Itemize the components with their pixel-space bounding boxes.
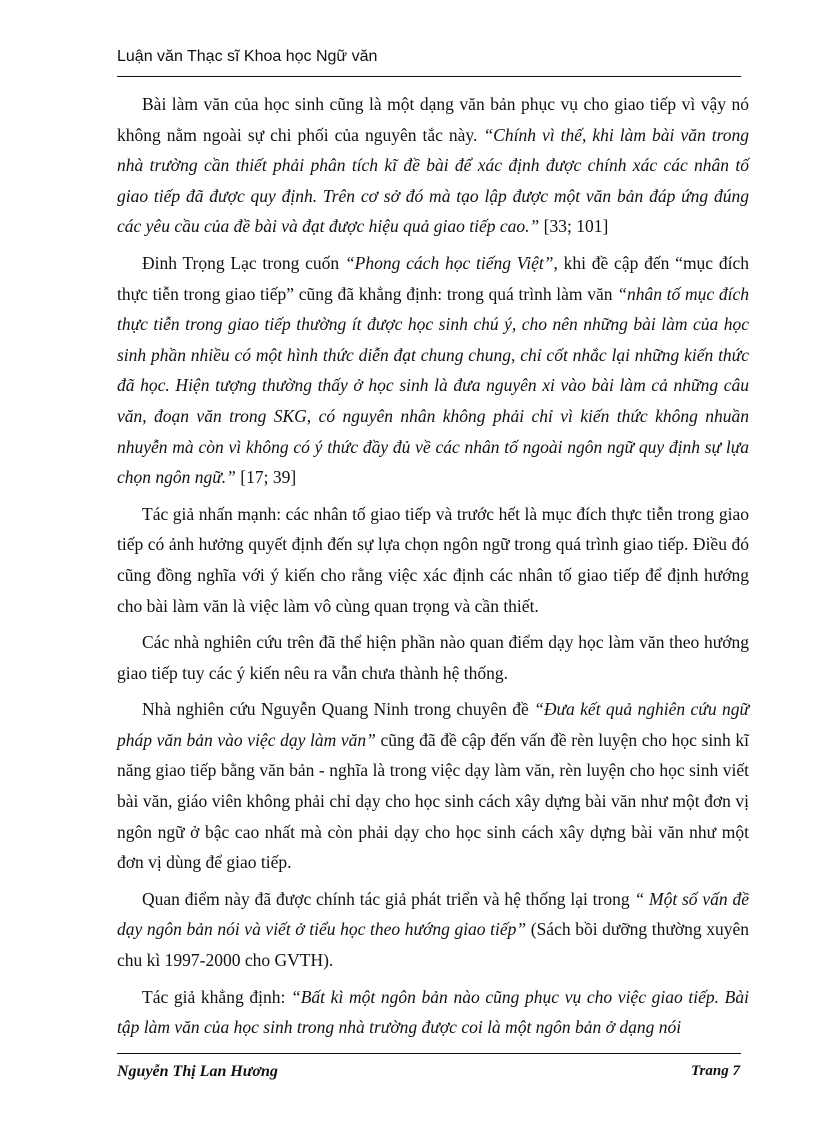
paragraph-4	[117, 627, 749, 688]
paragraph-text: Tác giả nhấn mạnh: các nhân tố giao tiếp và trước hết là mục đích thực tiễn trong giao tiếp có ảnh hưởng quyết định đến sự lựa chọn ngôn ngữ trong quá trình giao tiếp. Điều đó cũng đồng nghĩa với ý kiến cho rằng việc xác định các nhân tố giao tiếp để định hướng cho bài làm văn là việc làm vô cùng quan trọng và cần thiết.	[117, 503, 749, 616]
work-title: “ Một số vấn đề dạy ngôn bản nói và viết ở tiểu học theo hướng giao tiếp”	[117, 888, 749, 940]
citation: [33; 101]	[539, 216, 609, 237]
paragraph-3	[117, 499, 749, 621]
footer-divider	[117, 1053, 741, 1054]
book-title: “Phong cách học tiếng Việt”	[344, 252, 554, 273]
document-body	[117, 89, 749, 1049]
footer-author: Nguyễn Thị Lan Hương	[117, 1063, 278, 1080]
paragraph-text: cũng đã đề cập đến vấn đề rèn luyện cho học sinh kĩ năng giao tiếp bằng văn bản - nghĩa là trong việc dạy làm văn, rèn luyện cho học sinh viết bài văn, giáo viên không phải chỉ dạy cho học sinh cách xây dựng bài văn như một đơn vị ngôn ngữ ở bậc cao nhất mà còn phải dạy cho học sinh cách xây dựng bài văn như một đơn vị dùng để giao tiếp.	[117, 729, 749, 873]
quotation: “nhân tố mục đích thực tiễn trong giao tiếp thường ít được học sinh chú ý, cho nên những bài làm của học sinh phần nhiều có một hình thức diễn đạt chung chung, chỉ cốt nhắc lại những kiến thức đã học. Hiện tượng thường thấy ở học sinh là đưa nguyên xi vào bài làm cả những câu văn, đoạn văn trong SKG, có nguyên nhân không phải chỉ vì kiến thức không nhuần nhuyễn mà còn vì không có ý thức đầy đủ về các nhân tố ngoài ngôn ngữ quy định sự lựa chọn ngôn ngữ.”	[117, 283, 749, 488]
paragraph-5	[117, 694, 749, 878]
paragraph-text: Nhà nghiên cứu Nguyễn Quang Ninh trong chuyên đề	[142, 699, 535, 720]
work-title: “Đưa kết quả nghiên cứu ngữ pháp văn bản vào việc dạy làm văn”	[117, 699, 749, 750]
paragraph-2	[117, 248, 749, 493]
citation: [17; 39]	[235, 467, 297, 488]
paragraph-text: , khi đề cập đến “mục đích thực tiễn trong giao tiếp” cũng đã khẳng định: trong quá trình làm văn	[117, 252, 749, 304]
running-header: Luận văn Thạc sĩ Khoa học Ngữ văn	[117, 48, 378, 65]
paragraph-text: Các nhà nghiên cứu trên đã thể hiện phần nào quan điểm dạy học làm văn theo hướng giao tiếp tuy các ý kiến nêu ra vẫn chưa thành hệ thống.	[117, 632, 749, 683]
paragraph-7	[117, 982, 749, 1043]
quotation: “Chính vì thế, khi làm bài văn trong nhà trường cần thiết phải phân tích kĩ đề bài để xác định được chính xác các nhân tố giao tiếp đã được quy định. Trên cơ sở đó mà tạo lập được một văn bản đáp ứng đúng các yêu cầu của đề bài và đạt được hiệu quả giao tiếp cao.”	[117, 124, 749, 237]
quotation: “Bất kì một ngôn bản nào cũng phục vụ cho việc giao tiếp. Bài tập làm văn của học sinh trong nhà trường được coi là một ngôn bản ở dạng nói	[117, 986, 749, 1038]
paragraph-text: Bài làm văn của học sinh cũng là một dạng văn bản phục vụ cho giao tiếp vì vậy nó không nằm ngoài sự chi phối của nguyên tắc này.	[117, 94, 749, 145]
paragraph-text: Đinh Trọng Lạc trong cuốn	[142, 252, 345, 273]
paragraph-6	[117, 884, 749, 976]
paragraph-text: (Sách bồi dưỡng thường xuyên chu kì 1997-2000 cho GVTH).	[117, 919, 749, 971]
header-divider	[117, 76, 741, 77]
paragraph-text: Tác giả khẳng định:	[142, 986, 291, 1007]
paragraph-1	[117, 89, 749, 242]
page-number: Trang 7	[690, 1063, 740, 1079]
paragraph-text: Quan điểm này đã được chính tác giả phát triển và hệ thống lại trong	[142, 888, 635, 909]
